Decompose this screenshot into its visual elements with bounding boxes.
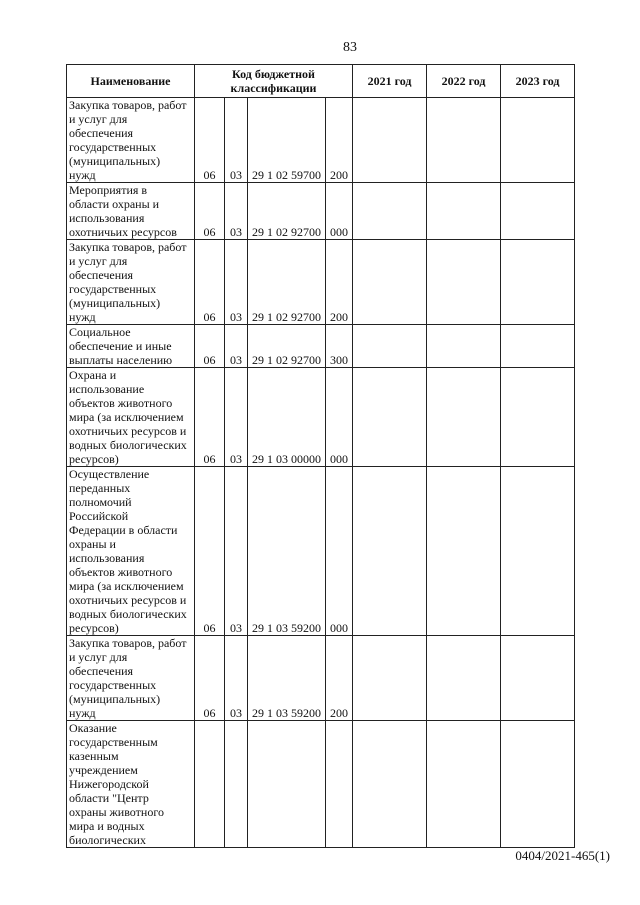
amount-2023-cell (501, 325, 575, 368)
target-code-cell: 29 1 03 59200 (248, 467, 326, 636)
amount-2021-cell (353, 325, 427, 368)
target-code-cell: 29 1 03 59200 (248, 636, 326, 721)
name-cell: Оказание государственным казенным учреждением Нижегородской области "Центр охраны животного мира и водных биологических (67, 721, 195, 848)
amount-2023-cell (501, 368, 575, 467)
amount-2021-cell (353, 467, 427, 636)
amount-2021-cell (353, 183, 427, 240)
amount-2023-cell (501, 183, 575, 240)
amount-2022-cell (427, 467, 501, 636)
amount-2021-cell (353, 636, 427, 721)
subsection-code-cell: 03 (225, 325, 248, 368)
table-row (67, 98, 575, 183)
name-cell: Охрана и использование объектов животного мира (за исключением охотничьих ресурсов и водных биологических ресурсов) (67, 368, 195, 467)
amount-2022-cell (427, 325, 501, 368)
amount-2023-cell (501, 636, 575, 721)
expense-type-code-cell: 300 (326, 325, 353, 368)
header-2022: 2022 год (427, 65, 501, 98)
subsection-code-cell: 03 (225, 368, 248, 467)
table-row (67, 721, 575, 848)
target-code-cell: 29 1 02 92700 (248, 183, 326, 240)
section-code-cell: 06 (195, 368, 225, 467)
subsection-code-cell: 03 (225, 636, 248, 721)
target-code-cell: 29 1 02 59700 (248, 98, 326, 183)
target-code-cell (248, 721, 326, 848)
budget-table (66, 64, 575, 848)
header-name: Наименование (67, 65, 195, 98)
amount-2022-cell (427, 98, 501, 183)
name-cell: Закупка товаров, работ и услуг для обеспечения государственных (муниципальных) нужд (67, 240, 195, 325)
amount-2022-cell (427, 368, 501, 467)
table-row (67, 467, 575, 636)
amount-2023-cell (501, 721, 575, 848)
section-code-cell: 06 (195, 240, 225, 325)
page-number: 83 (343, 40, 357, 55)
document-footer-code: 0404/2021-465(1) (515, 848, 610, 863)
header-2021: 2021 год (353, 65, 427, 98)
name-cell: Мероприятия в области охраны и использования охотничьих ресурсов (67, 183, 195, 240)
amount-2022-cell (427, 183, 501, 240)
name-cell: Закупка товаров, работ и услуг для обеспечения государственных (муниципальных) нужд (67, 636, 195, 721)
table-row (67, 636, 575, 721)
subsection-code-cell (225, 721, 248, 848)
section-code-cell: 06 (195, 325, 225, 368)
header-2023: 2023 год (501, 65, 575, 98)
target-code-cell: 29 1 03 00000 (248, 368, 326, 467)
subsection-code-cell: 03 (225, 240, 248, 325)
header-code: Код бюджетной классификации (195, 65, 353, 98)
amount-2021-cell (353, 368, 427, 467)
expense-type-code-cell: 200 (326, 636, 353, 721)
amount-2022-cell (427, 721, 501, 848)
section-code-cell: 06 (195, 98, 225, 183)
name-cell: Закупка товаров, работ и услуг для обеспечения государственных (муниципальных) нужд (67, 98, 195, 183)
target-code-cell: 29 1 02 92700 (248, 325, 326, 368)
amount-2022-cell (427, 240, 501, 325)
table-row (67, 183, 575, 240)
expense-type-code-cell: 000 (326, 183, 353, 240)
target-code-cell: 29 1 02 92700 (248, 240, 326, 325)
section-code-cell: 06 (195, 183, 225, 240)
section-code-cell: 06 (195, 467, 225, 636)
subsection-code-cell: 03 (225, 183, 248, 240)
table-row (67, 368, 575, 467)
section-code-cell (195, 721, 225, 848)
name-cell: Социальное обеспечение и иные выплаты населению (67, 325, 195, 368)
table-row (67, 325, 575, 368)
amount-2023-cell (501, 98, 575, 183)
header-row (67, 65, 575, 98)
expense-type-code-cell: 000 (326, 368, 353, 467)
table-row (67, 240, 575, 325)
amount-2021-cell (353, 98, 427, 183)
section-code-cell: 06 (195, 636, 225, 721)
amount-2023-cell (501, 467, 575, 636)
amount-2021-cell (353, 240, 427, 325)
expense-type-code-cell: 000 (326, 467, 353, 636)
expense-type-code-cell: 200 (326, 240, 353, 325)
subsection-code-cell: 03 (225, 98, 248, 183)
amount-2022-cell (427, 636, 501, 721)
amount-2023-cell (501, 240, 575, 325)
name-cell: Осуществление переданных полномочий Российской Федерации в области охраны и использования объектов животного мира (за исключением охотничьих ресурсов и водных биологических ресурсов) (67, 467, 195, 636)
expense-type-code-cell (326, 721, 353, 848)
expense-type-code-cell: 200 (326, 98, 353, 183)
amount-2021-cell (353, 721, 427, 848)
subsection-code-cell: 03 (225, 467, 248, 636)
